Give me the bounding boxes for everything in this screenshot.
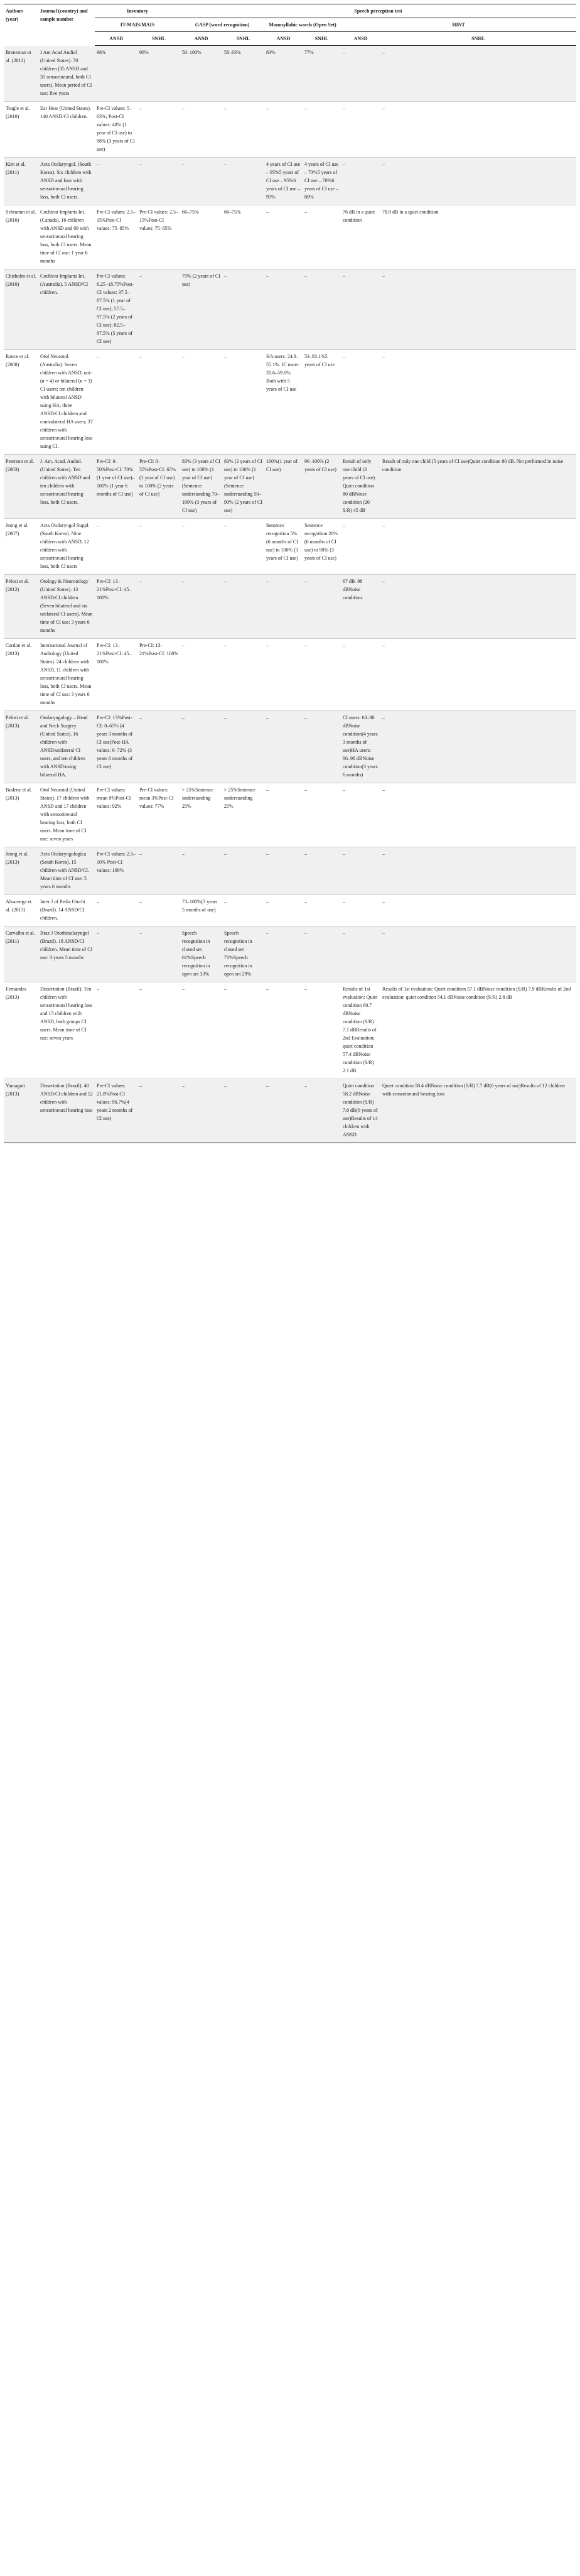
cell-itmais-ansd: Pre-CI: 0–50%Post-CI: 70% (1 year of CI use)–100% (1 year 6 months of CI use) bbox=[95, 454, 137, 518]
cell-hint-ansd: – bbox=[341, 847, 380, 894]
results-table bbox=[4, 4, 576, 1143]
cell-mono-snhl: – bbox=[303, 982, 341, 1079]
cell-hint-ansd: – bbox=[341, 518, 380, 574]
cell-hint-ansd: – bbox=[341, 46, 380, 102]
cell-itmais-ansd: Pre-CI values: 2.5–10% Post-CI values: 100% bbox=[95, 847, 137, 894]
cell-gasp-ansd: – bbox=[180, 638, 222, 710]
cell-mono-snhl: – bbox=[303, 101, 341, 157]
cell-author: Peterson et al. (2003) bbox=[4, 454, 38, 518]
cell-itmais-ansd: Pre-CI values: mean 0%Post-CI values: 92% bbox=[95, 783, 137, 847]
cell-hint-ansd: – bbox=[341, 101, 380, 157]
cell-gasp-snhl: – bbox=[222, 349, 264, 454]
cell-itmais-snhl: 98% bbox=[137, 46, 180, 102]
cell-gasp-ansd: Speech recognition in closed set 61%Speech recognition in open set 33% bbox=[180, 926, 222, 982]
cell-author: Chisholm et al. (2010) bbox=[4, 269, 38, 349]
cell-itmais-snhl: – bbox=[137, 157, 180, 205]
cell-hint-snhl: Results of 1st evaluation: Quiet condition 57.1 dBNoise condition (S/R) 7.9 dBResults of 2nd evaluation: quiet condition 54.1 dBNoise condition (S/R) 2.8 dB bbox=[380, 982, 576, 1079]
cell-gasp-snhl: – bbox=[222, 1079, 264, 1143]
table-body bbox=[4, 46, 576, 1143]
cell-mono-ansd: – bbox=[264, 894, 303, 926]
cell-itmais-ansd: Pre-CI values: 21.8%Post-CI values: 96.7%(4 years 2 months of CI use) bbox=[95, 1079, 137, 1143]
cell-mono-ansd: HA users: 24.8–55.1%. IC users: 20.6–59.6%. Both with 5 years of CI use bbox=[264, 349, 303, 454]
cell-itmais-ansd: – bbox=[95, 894, 137, 926]
cell-gasp-snhl: 58–63% bbox=[222, 46, 264, 102]
cell-mono-snhl: 4 years of CI use – 73%5 years of CI use – 70%6 years of CI use – 80% bbox=[303, 157, 341, 205]
cell-author: Pelosi et al. (2013) bbox=[4, 710, 38, 783]
table-row bbox=[4, 46, 576, 102]
cell-author: Jeong et al. (2013) bbox=[4, 847, 38, 894]
table-row bbox=[4, 1079, 576, 1143]
header-itmais-ansd: ANSD bbox=[95, 32, 137, 46]
cell-itmais-ansd: Pre-CI: 13–21%Post-CI: 45–100% bbox=[95, 638, 137, 710]
cell-journal: Otol Neurotol (United States). 17 children with ANSD and 17 children with sensorineural hearing loss, both CI users. Mean time of CI use: seven years bbox=[38, 783, 95, 847]
cell-author: Teagle et al. (2010) bbox=[4, 101, 38, 157]
cell-mono-ansd: – bbox=[264, 205, 303, 269]
cell-journal: Cochlear Implants Int. (Canada). 16 children with ANSD and 89 with sensorineural hearing loss, both CI users. Mean time of CI use: 1 year 6 months bbox=[38, 205, 95, 269]
table-row bbox=[4, 349, 576, 454]
cell-mono-ansd: – bbox=[264, 710, 303, 783]
table-row bbox=[4, 269, 576, 349]
cell-journal: Inter J of Pedia Otorhi (Brazil). 14 ANSD/CI children. bbox=[38, 894, 95, 926]
cell-gasp-snhl: – bbox=[222, 638, 264, 710]
cell-gasp-ansd: – bbox=[180, 518, 222, 574]
cell-mono-ansd: – bbox=[264, 982, 303, 1079]
cell-gasp-ansd: – bbox=[180, 157, 222, 205]
header-gasp-snhl: SNHL bbox=[222, 32, 264, 46]
cell-gasp-snhl: – bbox=[222, 101, 264, 157]
cell-mono-snhl: Sentence recognition 20% (6 months of CI use) to 90% (3 years of CI use) bbox=[303, 518, 341, 574]
cell-author: Budenz et al. (2013) bbox=[4, 783, 38, 847]
cell-gasp-ansd: – bbox=[180, 574, 222, 638]
cell-mono-ansd: – bbox=[264, 574, 303, 638]
cell-hint-snhl: – bbox=[380, 157, 576, 205]
cell-hint-snhl: – bbox=[380, 574, 576, 638]
table-row bbox=[4, 926, 576, 982]
cell-mono-snhl: – bbox=[303, 574, 341, 638]
table-row bbox=[4, 518, 576, 574]
cell-journal: Otolaryngology – Head and Neck Surgery (United States). 16 children with ANSD/unilateral CI users, and ten children with ANSD/using bilateral HA. bbox=[38, 710, 95, 783]
table-row bbox=[4, 982, 576, 1079]
cell-gasp-snhl: > 25%Sentence understanding 25% bbox=[222, 783, 264, 847]
cell-itmais-snhl: – bbox=[137, 894, 180, 926]
cell-itmais-snhl: – bbox=[137, 101, 180, 157]
cell-hint-ansd: 76 dB in a quiet condition bbox=[341, 205, 380, 269]
header-hint-ansd: ANSD bbox=[341, 32, 380, 46]
cell-itmais-snhl: – bbox=[137, 518, 180, 574]
cell-itmais-snhl: – bbox=[137, 574, 180, 638]
cell-hint-snhl: – bbox=[380, 847, 576, 894]
cell-hint-ansd: Quiet condition 58.2 dBNoise condition (S/R) 7.6 dB(6 years of use)Results of 14 children with ANSD bbox=[341, 1079, 380, 1143]
table-container bbox=[4, 4, 576, 1143]
cell-author: Carvalho et al. (2011) bbox=[4, 926, 38, 982]
cell-gasp-snhl: – bbox=[222, 269, 264, 349]
cell-gasp-snhl: 66–75% bbox=[222, 205, 264, 269]
cell-itmais-snhl: Pre-CI: 0–55%Post-CI: 65% (1 year of CI use) to 100% (2 years of CI use) bbox=[137, 454, 180, 518]
table-row bbox=[4, 710, 576, 783]
cell-hint-snhl: – bbox=[380, 638, 576, 710]
cell-gasp-snhl: – bbox=[222, 710, 264, 783]
header-hint-snhl: SNHL bbox=[380, 32, 576, 46]
cell-journal: Acta Otolaryngologica (South Korea). 15 children with ANSD/CI. Mean time of CI use: 5 years 6 months bbox=[38, 847, 95, 894]
cell-itmais-ansd: – bbox=[95, 982, 137, 1079]
cell-mono-snhl: 77% bbox=[303, 46, 341, 102]
cell-hint-snhl: – bbox=[380, 349, 576, 454]
cell-hint-ansd: – bbox=[341, 157, 380, 205]
cell-mono-snhl: – bbox=[303, 783, 341, 847]
cell-hint-ansd: CI users: 63–98 dBNoise condition(4 years 3 months of use)HA users: 86–98 dBNoise condition(3 years 6 months) bbox=[341, 710, 380, 783]
cell-gasp-ansd: 73–100%(3 years 5 months of use) bbox=[180, 894, 222, 926]
cell-author: Fernandes (2013) bbox=[4, 982, 38, 1079]
cell-itmais-ansd: Pre-CI: 13–21%Post-CI: 45–100% bbox=[95, 574, 137, 638]
table-row bbox=[4, 638, 576, 710]
cell-gasp-ansd: 66–75% bbox=[180, 205, 222, 269]
cell-hint-snhl: 78.9 dB in a quiet condition bbox=[380, 205, 576, 269]
cell-gasp-snhl: – bbox=[222, 574, 264, 638]
cell-itmais-ansd: Pre-CI values: 6.25–18.75%Post-CI values: 37.5–87.5% (1 year of CI use); 57.5–97.5% (2 years of CI use); 82.5–97.5% (5 years of CI use) bbox=[95, 269, 137, 349]
cell-journal: Otology & Neurotology (United States). 13 ANSD/CI children (Seven bilateral and six unilateral CI users). Mean time of CI use: 3 years 6 months bbox=[38, 574, 95, 638]
header-mono-ansd: ANSD bbox=[264, 32, 303, 46]
cell-hint-ansd: – bbox=[341, 638, 380, 710]
cell-author: Schramm et al. (2010) bbox=[4, 205, 38, 269]
cell-journal: Ear Hear (United States). 140 ANSD/CI children. bbox=[38, 101, 95, 157]
cell-author: Cardon et al. (2013) bbox=[4, 638, 38, 710]
cell-gasp-ansd: 50–100% bbox=[180, 46, 222, 102]
cell-itmais-snhl: – bbox=[137, 710, 180, 783]
cell-mono-snhl: – bbox=[303, 205, 341, 269]
cell-mono-ansd: 4 years of CI use – 95%5 years of CI use – 95%6 years of CI use – 95% bbox=[264, 157, 303, 205]
cell-journal: J Am Acad Audiol (United States). 70 children (35 ANSD and 35 sensorineural, both CI users). Mean period of CI use: five years bbox=[38, 46, 95, 102]
header-itmais-snhl: SNHL bbox=[137, 32, 180, 46]
cell-hint-ansd: Results of 1st evaluation: Quiet condition 60.7 dBNoise condition (S/R) 7.1 dBResults of 2nd Evaluation: quiet condition 57.4 dBNoise condition (S/R) 2.1 dB bbox=[341, 982, 380, 1079]
cell-hint-ansd: – bbox=[341, 269, 380, 349]
cell-mono-snhl: 96–100% (2 years of CI use) bbox=[303, 454, 341, 518]
cell-mono-ansd: Sentence recognition 5% (6 months of CI use) to 100% (3 years of CI use) bbox=[264, 518, 303, 574]
cell-mono-snhl: 53–83.1%5 years of CI use bbox=[303, 349, 341, 454]
cell-itmais-ansd: Pre-CI values: 2.5–15%Post-CI values: 75–85% bbox=[95, 205, 137, 269]
table-row bbox=[4, 157, 576, 205]
cell-journal: Acta Otolaryngol. (South Korea). Six children with ANSD and four with sensorineural hearing loss, both CI users. bbox=[38, 157, 95, 205]
cell-mono-ansd: – bbox=[264, 926, 303, 982]
cell-hint-ansd: – bbox=[341, 783, 380, 847]
cell-author: Breneman et al. (2012) bbox=[4, 46, 38, 102]
cell-hint-ansd: – bbox=[341, 894, 380, 926]
cell-gasp-ansd: – bbox=[180, 982, 222, 1079]
cell-gasp-snhl: – bbox=[222, 894, 264, 926]
header-monosyllabic: Monosyllabic words (Open Set) bbox=[264, 18, 341, 32]
cell-hint-snhl: – bbox=[380, 101, 576, 157]
cell-gasp-ansd: > 25%Sentence understanding 25% bbox=[180, 783, 222, 847]
cell-journal: Cochlear Implants Int. (Australia). 5 ANSD/CI children. bbox=[38, 269, 95, 349]
cell-author: Kim et al. (2011) bbox=[4, 157, 38, 205]
cell-hint-snhl: – bbox=[380, 710, 576, 783]
cell-author: Yamaguti (2013) bbox=[4, 1079, 38, 1143]
cell-mono-snhl: – bbox=[303, 710, 341, 783]
header-itmais: IT-MAIS/MAIS bbox=[95, 18, 180, 32]
cell-itmais-snhl: – bbox=[137, 1079, 180, 1143]
cell-mono-ansd: – bbox=[264, 269, 303, 349]
cell-author: Pelosi et al. (2012) bbox=[4, 574, 38, 638]
cell-mono-snhl: – bbox=[303, 926, 341, 982]
cell-hint-snhl: – bbox=[380, 518, 576, 574]
cell-mono-snhl: – bbox=[303, 1079, 341, 1143]
cell-mono-ansd: – bbox=[264, 1079, 303, 1143]
cell-gasp-ansd: – bbox=[180, 101, 222, 157]
header-mono-snhl: SNHL bbox=[303, 32, 341, 46]
cell-itmais-snhl: – bbox=[137, 269, 180, 349]
cell-gasp-snhl: – bbox=[222, 157, 264, 205]
cell-journal: Dissertation (Brazil). 48 ANSD/CI children and 12 children with sensorineural hearing loss bbox=[38, 1079, 95, 1143]
cell-journal: International Journal of Audiology (United States). 24 children with ANSD, 11 children with sensorineural hearing loss, both CI users. Mean time of CI use: 3 years 6 months bbox=[38, 638, 95, 710]
cell-journal: Otol Neurotol. (Australia). Seven children with ANSD, uni- (n = 4) or bilateral (n = 3) CI users; ten children with bilateral ANSD using HA; three ANSD/CI children and contralateral HA users; 37 children with sensorineural hearing loss using CI. bbox=[38, 349, 95, 454]
cell-gasp-ansd: – bbox=[180, 710, 222, 783]
header-hint: HINT bbox=[341, 18, 576, 32]
table-header bbox=[4, 4, 576, 46]
cell-author: Jeong et al. (2007) bbox=[4, 518, 38, 574]
cell-hint-snhl: Quiet condition 58.4 dBNoise condition (S/R) 7.7 dB(6 years of use)Results of 12 children with sensorineural hearing loss bbox=[380, 1079, 576, 1143]
cell-gasp-snhl: 83% (2 years of CI use) to 100% (1 year of CI use)(Sentence understanding 50–90% (2 years of CI use) bbox=[222, 454, 264, 518]
cell-hint-ansd: – bbox=[341, 926, 380, 982]
header-journal: Journal (country) and sample number bbox=[38, 4, 95, 46]
cell-hint-ansd: 67 dB–98 dBNoise condition. bbox=[341, 574, 380, 638]
cell-mono-ansd: 83% bbox=[264, 46, 303, 102]
cell-itmais-ansd: 98% bbox=[95, 46, 137, 102]
table-row bbox=[4, 454, 576, 518]
cell-gasp-snhl: – bbox=[222, 982, 264, 1079]
cell-author: Rance et al. (2008) bbox=[4, 349, 38, 454]
table-row bbox=[4, 574, 576, 638]
cell-mono-snhl: – bbox=[303, 847, 341, 894]
cell-hint-snhl: – bbox=[380, 894, 576, 926]
cell-gasp-ansd: – bbox=[180, 1079, 222, 1143]
cell-itmais-ansd: – bbox=[95, 518, 137, 574]
cell-journal: Acta Otolaryngol Suppl. (South Korea). Nine children with ANSD, 12 children with sensorineural hearing loss, both CI users bbox=[38, 518, 95, 574]
cell-gasp-ansd: 83% (3 years of CI use) to 100% (1 year of CI use)(Sentence understanding 70–100% (3 years of CI use) bbox=[180, 454, 222, 518]
cell-itmais-ansd: – bbox=[95, 349, 137, 454]
table-row bbox=[4, 847, 576, 894]
cell-mono-ansd: – bbox=[264, 847, 303, 894]
cell-itmais-ansd: – bbox=[95, 157, 137, 205]
table-row bbox=[4, 783, 576, 847]
cell-gasp-ansd: – bbox=[180, 847, 222, 894]
header-speech-perception: Speech perception test bbox=[180, 4, 576, 18]
cell-hint-snhl: Result of only one child (5 years of CI use)Quiet condition 80 dB. Not performed in noise condition bbox=[380, 454, 576, 518]
cell-itmais-ansd: Pre-CI values: 5–63%; Post-CI values: 48% (1 year of CI use) to 98% (3 years of CI use) bbox=[95, 101, 137, 157]
header-inventory: Inventory bbox=[95, 4, 180, 18]
cell-itmais-snhl: – bbox=[137, 982, 180, 1079]
cell-itmais-snhl: – bbox=[137, 847, 180, 894]
cell-journal: Braz J Otorhinolaryngol (Brazil). 18 ANSD/CI children. Mean time of CI use: 3 years 5 months bbox=[38, 926, 95, 982]
cell-mono-ansd: – bbox=[264, 101, 303, 157]
header-authors: Authors (year) bbox=[4, 4, 38, 46]
cell-hint-ansd: Result of only one child (3 years of CI use): Quiet condition 80 dBNoise condition (20 S/R) 45 dB bbox=[341, 454, 380, 518]
cell-journal: J. Am. Acad. Audiol. (United States). Ten children with ANSD and ten children with sensorineural hearing loss, both CI users. bbox=[38, 454, 95, 518]
cell-itmais-snhl: – bbox=[137, 926, 180, 982]
cell-itmais-snhl: Pre-CI: 13–21%Post-CI: 100% bbox=[137, 638, 180, 710]
header-gasp: GASP (word recognition) bbox=[180, 18, 264, 32]
table-row bbox=[4, 894, 576, 926]
cell-mono-snhl: – bbox=[303, 894, 341, 926]
cell-mono-ansd: – bbox=[264, 783, 303, 847]
cell-itmais-snhl: Pre-CI values: mean 3%Post-CI values: 77% bbox=[137, 783, 180, 847]
header-gasp-ansd: ANSD bbox=[180, 32, 222, 46]
cell-journal: Dissertation (Brazil). Ten children with sensorineural hearing loss and 15 children with ANSD, both groups CI users. Mean time of CI use: seven years bbox=[38, 982, 95, 1079]
cell-hint-snhl: – bbox=[380, 926, 576, 982]
cell-hint-snhl: – bbox=[380, 269, 576, 349]
cell-gasp-snhl: – bbox=[222, 518, 264, 574]
cell-itmais-snhl: – bbox=[137, 349, 180, 454]
cell-mono-snhl: – bbox=[303, 638, 341, 710]
cell-gasp-snhl: – bbox=[222, 847, 264, 894]
cell-itmais-ansd: Pre-CI: 13%Post-CI: 0–65% (4 years 3 months of CI use)Post-HA values: 0–72% (3 years 6 months of CI use) bbox=[95, 710, 137, 783]
cell-hint-ansd: – bbox=[341, 349, 380, 454]
cell-hint-snhl: – bbox=[380, 46, 576, 102]
cell-gasp-snhl: Speech recognition in closed set 71%Speech recognition in open set 29% bbox=[222, 926, 264, 982]
table-row bbox=[4, 101, 576, 157]
cell-mono-ansd: – bbox=[264, 638, 303, 710]
cell-itmais-ansd: – bbox=[95, 926, 137, 982]
cell-itmais-snhl: Pre-CI values: 2.5–15%Post-CI values: 75–85% bbox=[137, 205, 180, 269]
cell-gasp-ansd: 75% (2 years of CI use) bbox=[180, 269, 222, 349]
cell-mono-ansd: 100%(1 year of CI use) bbox=[264, 454, 303, 518]
cell-mono-snhl: – bbox=[303, 269, 341, 349]
cell-hint-snhl: – bbox=[380, 783, 576, 847]
cell-gasp-ansd: – bbox=[180, 349, 222, 454]
table-row bbox=[4, 205, 576, 269]
cell-author: Alvarenga et al. (2013) bbox=[4, 894, 38, 926]
